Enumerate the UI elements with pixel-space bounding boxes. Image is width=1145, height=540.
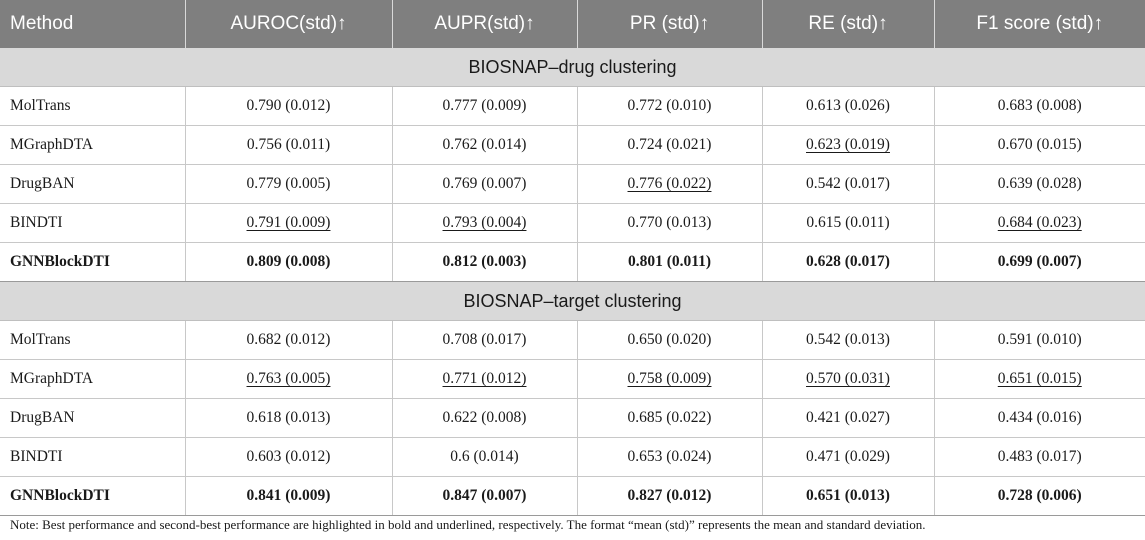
table-row (0, 477, 1145, 516)
table-row (0, 438, 1145, 477)
value-cell (762, 360, 934, 399)
value-text: 0.769 (0.007) (442, 175, 527, 192)
value-text: 0.591 (0.010) (997, 331, 1082, 348)
value-cell (577, 321, 762, 360)
value-cell (185, 321, 392, 360)
value-text: 0.684 (0.023) (997, 214, 1082, 231)
value-text: 0.618 (0.013) (246, 409, 331, 426)
value-text: 0.623 (0.019) (806, 136, 890, 153)
table-row (0, 87, 1145, 126)
value-text: 0.772 (0.010) (627, 97, 712, 114)
value-cell (577, 477, 762, 516)
value-text: 0.615 (0.011) (806, 214, 890, 231)
table-row (0, 360, 1145, 399)
value-cell (577, 204, 762, 243)
value-cell (577, 126, 762, 165)
value-cell (762, 204, 934, 243)
value-text: 0.756 (0.011) (246, 136, 331, 153)
value-cell (762, 321, 934, 360)
value-cell (392, 477, 577, 516)
value-text: 0.770 (0.013) (627, 214, 712, 231)
value-cell (392, 399, 577, 438)
value-text: 0.639 (0.028) (997, 175, 1082, 192)
value-cell (762, 399, 934, 438)
value-text: 0.728 (0.006) (997, 487, 1082, 504)
value-text: 0.801 (0.011) (627, 253, 712, 270)
value-text: 0.653 (0.024) (627, 448, 712, 465)
value-text: 0.758 (0.009) (627, 370, 712, 387)
value-cell (185, 438, 392, 477)
value-cell (577, 165, 762, 204)
method-cell: MGraphDTA (0, 360, 185, 399)
value-text: 0.699 (0.007) (997, 253, 1082, 270)
value-text: 0.809 (0.008) (246, 253, 331, 270)
value-cell (762, 126, 934, 165)
value-text: 0.542 (0.013) (806, 331, 890, 348)
value-cell (185, 477, 392, 516)
value-text: 0.685 (0.022) (627, 409, 712, 426)
value-text: 0.650 (0.020) (627, 331, 712, 348)
value-cell (577, 438, 762, 477)
value-cell (392, 321, 577, 360)
section-title: BIOSNAP–drug clustering (0, 48, 1145, 87)
value-cell (392, 165, 577, 204)
method-cell: BINDTI (0, 204, 185, 243)
header-pr: PR (std)↑ (577, 0, 762, 48)
value-cell (934, 204, 1145, 243)
value-text: 0.771 (0.012) (442, 370, 527, 387)
value-text: 0.708 (0.017) (442, 331, 527, 348)
value-cell (934, 126, 1145, 165)
table-row (0, 126, 1145, 165)
value-text: 0.651 (0.015) (997, 370, 1082, 387)
value-cell (934, 87, 1145, 126)
value-text: 0.776 (0.022) (627, 175, 712, 192)
method-cell: GNNBlockDTI (0, 477, 185, 516)
table-row (0, 321, 1145, 360)
value-cell (762, 243, 934, 282)
value-cell (392, 243, 577, 282)
value-cell (762, 87, 934, 126)
method-cell: MGraphDTA (0, 126, 185, 165)
value-cell (577, 243, 762, 282)
method-cell: DrugBAN (0, 399, 185, 438)
value-cell (577, 87, 762, 126)
value-cell (392, 438, 577, 477)
table-header (0, 0, 1145, 48)
value-text: 0.471 (0.029) (806, 448, 890, 465)
header-f1: F1 score (std)↑ (934, 0, 1145, 48)
value-text: 0.847 (0.007) (442, 487, 527, 504)
value-text: 0.570 (0.031) (806, 370, 890, 387)
value-cell (934, 321, 1145, 360)
value-text: 0.542 (0.017) (806, 175, 890, 192)
value-cell (185, 360, 392, 399)
value-cell (577, 399, 762, 438)
value-cell (392, 87, 577, 126)
section-row (0, 282, 1145, 321)
header-aupr: AUPR(std)↑ (392, 0, 577, 48)
value-text: 0.622 (0.008) (442, 409, 527, 426)
value-text: 0.793 (0.004) (442, 214, 527, 231)
value-cell (934, 165, 1145, 204)
value-text: 0.812 (0.003) (442, 253, 527, 270)
value-cell (762, 438, 934, 477)
value-text: 0.791 (0.009) (246, 214, 331, 231)
table-row (0, 243, 1145, 282)
value-text: 0.779 (0.005) (246, 175, 331, 192)
value-cell (577, 360, 762, 399)
value-text: 0.434 (0.016) (997, 409, 1082, 426)
value-cell (934, 360, 1145, 399)
table-body (0, 48, 1145, 516)
method-cell: MolTrans (0, 87, 185, 126)
header-re: RE (std)↑ (762, 0, 934, 48)
method-cell: DrugBAN (0, 165, 185, 204)
value-text: 0.483 (0.017) (997, 448, 1082, 465)
value-cell (934, 399, 1145, 438)
header-method: Method (0, 0, 185, 48)
section-title: BIOSNAP–target clustering (0, 282, 1145, 321)
table-row (0, 399, 1145, 438)
value-text: 0.777 (0.009) (442, 97, 527, 114)
method-cell: GNNBlockDTI (0, 243, 185, 282)
value-cell (185, 126, 392, 165)
value-cell (762, 165, 934, 204)
value-cell (185, 243, 392, 282)
value-text: 0.628 (0.017) (806, 253, 890, 270)
value-text: 0.841 (0.009) (246, 487, 331, 504)
value-cell (762, 477, 934, 516)
value-text: 0.6 (0.014) (450, 448, 519, 465)
section-row (0, 48, 1145, 87)
value-cell (185, 399, 392, 438)
value-text: 0.613 (0.026) (806, 97, 890, 114)
value-text: 0.724 (0.021) (627, 136, 712, 153)
value-cell (185, 204, 392, 243)
table-row (0, 165, 1145, 204)
value-text: 0.682 (0.012) (246, 331, 331, 348)
value-text: 0.421 (0.027) (806, 409, 890, 426)
value-text: 0.651 (0.013) (806, 487, 890, 504)
value-text: 0.763 (0.005) (246, 370, 331, 387)
value-text: 0.827 (0.012) (627, 487, 712, 504)
value-text: 0.670 (0.015) (997, 136, 1082, 153)
value-cell (392, 360, 577, 399)
table-row (0, 204, 1145, 243)
header-auroc: AUROC(std)↑ (185, 0, 392, 48)
method-cell: BINDTI (0, 438, 185, 477)
value-cell (392, 126, 577, 165)
value-cell (392, 204, 577, 243)
value-cell (934, 438, 1145, 477)
value-text: 0.790 (0.012) (246, 97, 331, 114)
value-cell (934, 477, 1145, 516)
value-text: 0.683 (0.008) (997, 97, 1082, 114)
value-cell (185, 165, 392, 204)
method-cell: MolTrans (0, 321, 185, 360)
value-text: 0.603 (0.012) (246, 448, 331, 465)
value-cell (185, 87, 392, 126)
table-note: Note: Best performance and second-best performance are highlighted in bold and underlined, respectively. The format “mean (std)” represents the mean and standard deviation. (10, 517, 926, 532)
header-row (0, 0, 1145, 48)
value-text: 0.762 (0.014) (442, 136, 527, 153)
value-cell (934, 243, 1145, 282)
